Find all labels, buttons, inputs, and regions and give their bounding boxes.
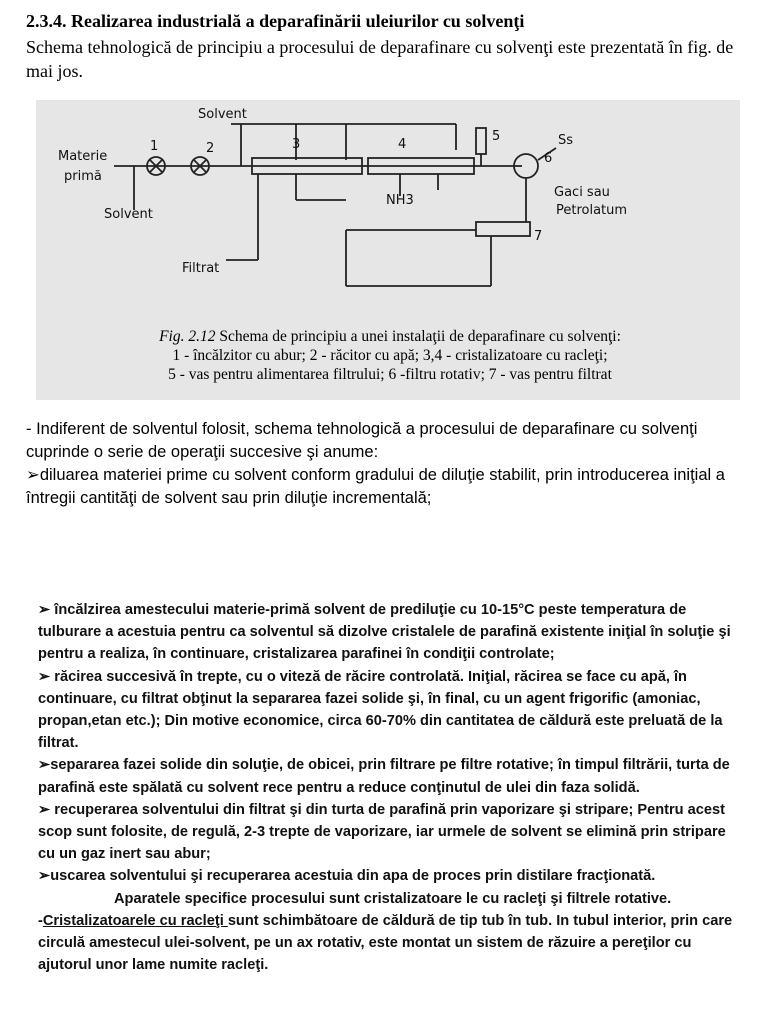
caption-title: Schema de principiu a unei instalaţii de deparafinare cu solvenţi: — [215, 328, 621, 345]
label-solvent-top: Solvent — [198, 107, 247, 122]
label-petrolatum: Petrolatum — [556, 203, 628, 218]
label-materie: Materie — [58, 149, 108, 164]
filtrate-vessel-7 — [476, 222, 530, 236]
label-ss: Ss — [558, 133, 574, 148]
bullet-recovery: ➢ recuperarea solventului din filtrat şi din turta de parafină prin vaporizare şi stripare; Pentru acest scop sunt folosite, de regulă, 2-3 trepte de vaporizare, iar urmele de solvent se elimină prin stripare cu un gaz inert sau abur; — [38, 801, 726, 863]
intro-paragraph: Schema tehnologică de principiu a procesului de deparafinare cu solvenţi este prezentată în fig. de mai jos. — [26, 37, 734, 81]
label-filtrat: Filtrat — [182, 261, 220, 276]
summary-bullet-dilution: ➢diluarea materiei prime cu solvent conform gradului de diluţie stabilit, prin introducerea iniţial a întregii cantităţi de solvent sau prin diluţie incrementală; — [26, 466, 725, 507]
label-nh3: NH3 — [386, 193, 414, 208]
label-n2: 2 — [206, 141, 215, 156]
label-n7: 7 — [534, 229, 543, 244]
bullet-drying: ➢uscarea solventului şi recuperarea acestuia din apa de proces prin distilare fracţionată. — [38, 868, 656, 885]
label-n1: 1 — [150, 139, 159, 154]
bullet-cooling: ➢ răcirea succesivă în trepte, cu o viteză de răcire controlată. Iniţial, răcirea se face cu apă, în continuare, cu filtrat obţinut la separarea fazei solide şi, în final, cu un agent frigorific (amoniac, propan,etan etc.); Din motive economice, circa 60-70% din cantitatea de căldură este preluată de la filtrat. — [38, 668, 723, 752]
section-heading: 2.3.4. Realizarea industrială a deparafinării uleiurilor cu solvenţi — [26, 11, 525, 31]
crystallizers-term: Cristalizatoarele cu racleţi — [42, 912, 228, 929]
label-n4: 4 — [398, 137, 407, 152]
label-solvent-bottom: Solvent — [104, 207, 153, 222]
label-n6: 6 — [544, 151, 553, 166]
summary-intro: - Indiferent de solventul folosit, schema tehnologică a procesului de deparafinare cu solvenţi cuprinde o serie de operaţii succesive şi anume: — [26, 420, 698, 461]
label-n3: 3 — [292, 137, 301, 152]
label-gaci: Gaci sau — [554, 185, 610, 200]
bullet-heating: ➢ încălzirea amestecului materie-primă solvent de prediluţie cu 10-15°C peste temperatura de tulburare a acestuia pentru ca solventul să dizolve cristalele de parafină existente iniţial în soluţie şi pentru a realiza, în continuare, cristalizarea parafinei în condiţii controlate; — [38, 602, 731, 663]
caption-legend-2: 5 - vas pentru alimentarea filtrului; 6 -filtru rotativ; 7 - vas pentru filtrat — [168, 366, 612, 383]
label-n5: 5 — [492, 129, 501, 144]
caption-fig-number: Fig. 2.12 — [159, 328, 216, 345]
crystallizers-prefix: - — [38, 912, 43, 929]
crystallizers-paragraph — [38, 910, 743, 977]
equipment-sentence: Aparatele specifice procesului sunt cristalizatoare le cu racleţi şi filtrele rotative. — [114, 890, 672, 907]
caption-legend-1: 1 - încălzitor cu abur; 2 - răcitor cu apă; 3,4 - cristalizatoare cu racleţi; — [172, 347, 608, 364]
bullet-separation: ➢separarea fazei solide din soluţie, de obicei, prin filtrare pe filtre rotative; în timpul filtrării, turta de parafină este spălată cu solvent rece pentru a reduce conţinutul de ulei din faza solidă. — [38, 757, 730, 796]
label-prima: primă — [64, 169, 102, 184]
figure-caption — [60, 327, 720, 384]
operations-list — [38, 599, 743, 976]
feed-vessel-5 — [476, 128, 486, 154]
summary-block — [26, 418, 761, 510]
crystallizers-description: sunt schimbătoare de căldură de tip tub în tub. In tubul interior, prin care circulă amestecul ulei-solvent, pe un ax rotativ, este montat un sistem de răzuire a pereţilor cu ajutorul unor lame numite racleţi. — [38, 912, 733, 974]
